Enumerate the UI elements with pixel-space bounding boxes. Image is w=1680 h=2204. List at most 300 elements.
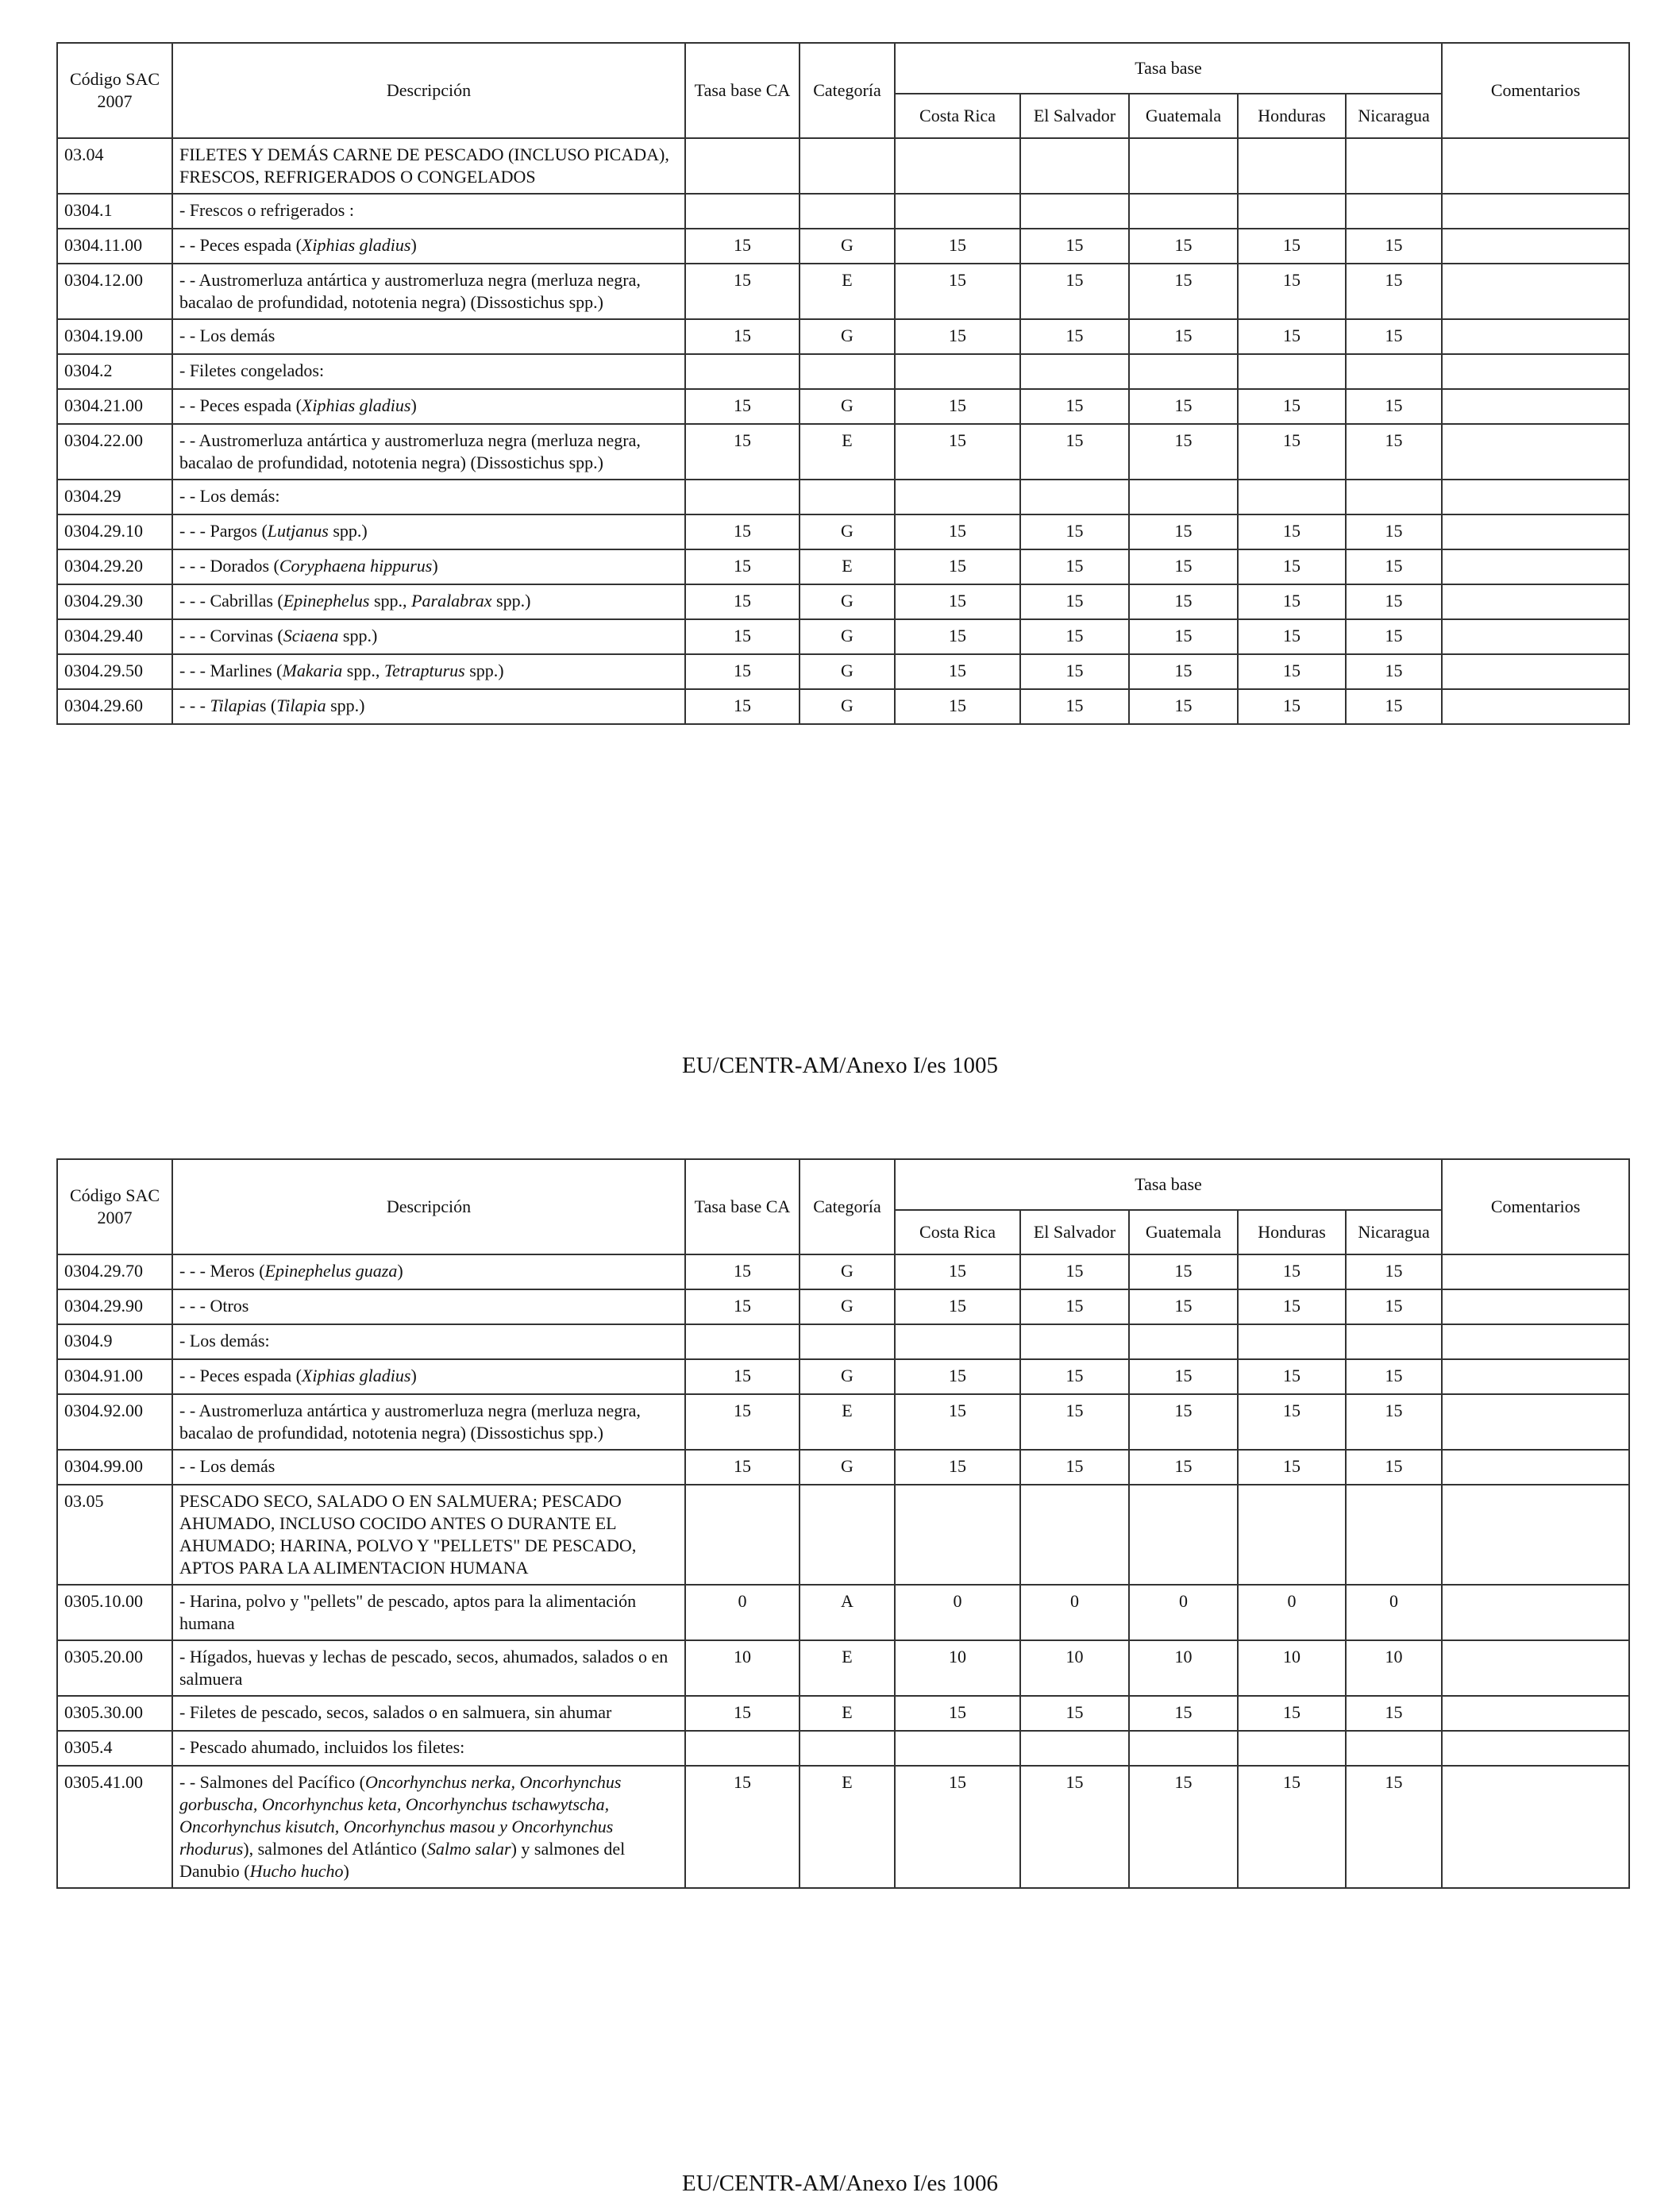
cell-base-rate-ca: 15 [685,264,800,319]
cell-base-rate-ca [685,1324,800,1359]
cell-el-salvador: 15 [1020,1359,1129,1394]
cell-guatemala: 15 [1129,1289,1238,1324]
cell-description: - - - Marlines (Makaria spp., Tetrapturus spp.) [172,654,685,689]
cell-el-salvador: 15 [1020,1450,1129,1485]
cell-honduras [1238,1324,1346,1359]
cell-comments [1442,1696,1629,1731]
cell-comments [1442,1324,1629,1359]
header-el-salvador: El Salvador [1020,94,1129,138]
cell-honduras: 15 [1238,424,1346,480]
header-category: Categoría [800,43,895,138]
cell-costa-rica: 15 [895,389,1020,424]
cell-costa-rica: 15 [895,1289,1020,1324]
table-row [57,1585,1629,1640]
cell-nicaragua: 15 [1346,514,1442,549]
cell-code: 03.04 [57,138,172,194]
cell-comments [1442,264,1629,319]
cell-nicaragua [1346,1485,1442,1585]
cell-base-rate-ca [685,354,800,389]
table-row [57,1766,1629,1888]
cell-code: 0304.29.30 [57,584,172,619]
cell-guatemala [1129,1324,1238,1359]
cell-honduras: 15 [1238,549,1346,584]
cell-description: - - Peces espada (Xiphias gladius) [172,389,685,424]
cell-nicaragua: 15 [1346,654,1442,689]
cell-honduras: 15 [1238,619,1346,654]
table-row [57,584,1629,619]
cell-category: E [800,1394,895,1450]
cell-code: 0304.99.00 [57,1450,172,1485]
cell-el-salvador: 15 [1020,1254,1129,1289]
cell-category: G [800,1359,895,1394]
header-nicaragua: Nicaragua [1346,94,1442,138]
cell-honduras: 15 [1238,514,1346,549]
cell-honduras: 10 [1238,1640,1346,1696]
cell-nicaragua: 10 [1346,1640,1442,1696]
tariff-table-page-2 [56,1158,1630,1889]
cell-code: 0305.10.00 [57,1585,172,1640]
table-row [57,1289,1629,1324]
cell-el-salvador [1020,138,1129,194]
cell-nicaragua [1346,1324,1442,1359]
header-guatemala: Guatemala [1129,94,1238,138]
cell-category: E [800,424,895,480]
cell-code: 0304.12.00 [57,264,172,319]
header-base-rate-ca: Tasa base CA [685,43,800,138]
cell-comments [1442,389,1629,424]
cell-category [800,138,895,194]
cell-base-rate-ca: 15 [685,619,800,654]
cell-category [800,354,895,389]
cell-nicaragua: 15 [1346,1394,1442,1450]
cell-base-rate-ca [685,1731,800,1766]
cell-comments [1442,229,1629,264]
header-base-rate: Tasa base [895,43,1442,94]
header-honduras: Honduras [1238,94,1346,138]
cell-base-rate-ca: 15 [685,689,800,724]
header-category: Categoría [800,1159,895,1254]
cell-base-rate-ca [685,194,800,229]
cell-nicaragua: 15 [1346,389,1442,424]
cell-description: - - - Dorados (Coryphaena hippurus) [172,549,685,584]
cell-category: E [800,1766,895,1888]
cell-code: 0304.29 [57,480,172,514]
cell-comments [1442,354,1629,389]
cell-costa-rica [895,138,1020,194]
cell-comments [1442,424,1629,480]
cell-code: 0304.9 [57,1324,172,1359]
cell-honduras [1238,480,1346,514]
table-row [57,619,1629,654]
cell-guatemala: 15 [1129,1696,1238,1731]
cell-category: G [800,654,895,689]
cell-category [800,194,895,229]
table-row [57,549,1629,584]
cell-honduras: 15 [1238,319,1346,354]
cell-honduras: 15 [1238,584,1346,619]
cell-description: - - Peces espada (Xiphias gladius) [172,229,685,264]
cell-guatemala: 10 [1129,1640,1238,1696]
header-el-salvador: El Salvador [1020,1210,1129,1254]
table-row [57,1731,1629,1766]
table-row [57,424,1629,480]
cell-honduras: 15 [1238,1359,1346,1394]
cell-honduras [1238,1485,1346,1585]
cell-base-rate-ca: 15 [685,584,800,619]
cell-description: FILETES Y DEMÁS CARNE DE PESCADO (INCLUSO PICADA), FRESCOS, REFRIGERADOS O CONGELADOS [172,138,685,194]
cell-nicaragua: 15 [1346,1254,1442,1289]
cell-category: G [800,229,895,264]
cell-el-salvador: 0 [1020,1585,1129,1640]
cell-guatemala: 15 [1129,319,1238,354]
cell-category: G [800,1254,895,1289]
cell-el-salvador: 15 [1020,1766,1129,1888]
cell-nicaragua [1346,1731,1442,1766]
header-base-rate-ca: Tasa base CA [685,1159,800,1254]
cell-description: - - Los demás [172,1450,685,1485]
cell-guatemala: 15 [1129,1450,1238,1485]
cell-costa-rica: 15 [895,689,1020,724]
cell-comments [1442,1485,1629,1585]
cell-category: G [800,584,895,619]
cell-comments [1442,194,1629,229]
cell-description: - - - Meros (Epinephelus guaza) [172,1254,685,1289]
cell-code: 0304.29.10 [57,514,172,549]
cell-el-salvador: 15 [1020,514,1129,549]
cell-el-salvador: 15 [1020,619,1129,654]
header-code: Código SAC 2007 [57,43,172,138]
cell-description: - - - Otros [172,1289,685,1324]
cell-code: 0304.92.00 [57,1394,172,1450]
cell-honduras: 15 [1238,1696,1346,1731]
cell-costa-rica: 15 [895,1359,1020,1394]
cell-code: 0305.20.00 [57,1640,172,1696]
cell-comments [1442,514,1629,549]
tariff-table-page-1 [56,42,1630,725]
cell-code: 03.05 [57,1485,172,1585]
cell-base-rate-ca: 15 [685,229,800,264]
cell-base-rate-ca: 15 [685,654,800,689]
table-row [57,264,1629,319]
cell-comments [1442,619,1629,654]
header-description: Descripción [172,43,685,138]
cell-base-rate-ca [685,1485,800,1585]
cell-base-rate-ca: 15 [685,1450,800,1485]
cell-honduras [1238,138,1346,194]
cell-description: - Frescos o refrigerados : [172,194,685,229]
cell-base-rate-ca [685,138,800,194]
cell-code: 0305.41.00 [57,1766,172,1888]
cell-code: 0304.29.90 [57,1289,172,1324]
cell-base-rate-ca: 15 [685,1394,800,1450]
cell-honduras: 15 [1238,1450,1346,1485]
cell-costa-rica: 15 [895,1450,1020,1485]
cell-costa-rica: 15 [895,1766,1020,1888]
cell-costa-rica: 15 [895,1394,1020,1450]
cell-comments [1442,1585,1629,1640]
cell-nicaragua: 15 [1346,1766,1442,1888]
cell-honduras: 15 [1238,389,1346,424]
page-footer: EU/CENTR-AM/Anexo I/es 1006 [682,2171,998,2196]
cell-guatemala: 0 [1129,1585,1238,1640]
cell-costa-rica [895,1731,1020,1766]
cell-costa-rica [895,354,1020,389]
cell-base-rate-ca: 15 [685,549,800,584]
cell-el-salvador: 15 [1020,584,1129,619]
table-row [57,194,1629,229]
cell-el-salvador [1020,480,1129,514]
cell-nicaragua: 15 [1346,229,1442,264]
header-nicaragua: Nicaragua [1346,1210,1442,1254]
cell-el-salvador: 15 [1020,229,1129,264]
cell-code: 0304.29.70 [57,1254,172,1289]
cell-category: G [800,389,895,424]
table-row [57,1640,1629,1696]
cell-guatemala: 15 [1129,654,1238,689]
cell-el-salvador [1020,1324,1129,1359]
cell-comments [1442,549,1629,584]
cell-description: - - Austromerluza antártica y austromerluza negra (merluza negra, bacalao de profundidad, nototenia negra) (Dissostichus spp.) [172,424,685,480]
cell-category [800,1324,895,1359]
header-costa-rica: Costa Rica [895,94,1020,138]
cell-honduras: 15 [1238,689,1346,724]
cell-costa-rica: 15 [895,424,1020,480]
cell-costa-rica: 15 [895,514,1020,549]
cell-category [800,480,895,514]
cell-comments [1442,654,1629,689]
cell-el-salvador: 15 [1020,389,1129,424]
table-row [57,514,1629,549]
cell-category: G [800,619,895,654]
cell-costa-rica [895,194,1020,229]
cell-description: - Harina, polvo y "pellets" de pescado, aptos para la alimentación humana [172,1585,685,1640]
cell-el-salvador [1020,354,1129,389]
cell-honduras: 0 [1238,1585,1346,1640]
cell-comments [1442,1766,1629,1888]
cell-base-rate-ca: 10 [685,1640,800,1696]
cell-guatemala [1129,480,1238,514]
cell-honduras: 15 [1238,1394,1346,1450]
cell-comments [1442,1289,1629,1324]
cell-guatemala: 15 [1129,514,1238,549]
cell-nicaragua [1346,480,1442,514]
cell-el-salvador: 15 [1020,1394,1129,1450]
cell-nicaragua: 15 [1346,584,1442,619]
table-row [57,229,1629,264]
header-guatemala: Guatemala [1129,1210,1238,1254]
cell-costa-rica: 10 [895,1640,1020,1696]
cell-nicaragua: 15 [1346,264,1442,319]
cell-nicaragua [1346,354,1442,389]
cell-category: E [800,264,895,319]
cell-comments [1442,1359,1629,1394]
table-row [57,138,1629,194]
cell-el-salvador [1020,194,1129,229]
cell-description: - - Salmones del Pacífico (Oncorhynchus nerka, Oncorhynchus gorbuscha, Oncorhynchus keta, Oncorhynchus tschawytscha, Oncorhynchus kisutch, Oncorhynchus masou y Oncorhynchus rhodurus), salmones del Atlántico (Salmo salar) y salmones del Danubio (Hucho hucho) [172,1766,685,1888]
cell-el-salvador: 15 [1020,654,1129,689]
cell-nicaragua: 15 [1346,319,1442,354]
cell-description: - - Los demás: [172,480,685,514]
cell-comments [1442,319,1629,354]
cell-code: 0304.21.00 [57,389,172,424]
cell-honduras: 15 [1238,1254,1346,1289]
cell-honduras: 15 [1238,654,1346,689]
cell-costa-rica [895,480,1020,514]
table-row [57,354,1629,389]
cell-code: 0304.22.00 [57,424,172,480]
cell-description: - - - Tilapias (Tilapia spp.) [172,689,685,724]
table-row [57,1450,1629,1485]
cell-comments [1442,1731,1629,1766]
cell-comments [1442,689,1629,724]
cell-guatemala: 15 [1129,424,1238,480]
cell-costa-rica: 15 [895,1696,1020,1731]
cell-code: 0305.30.00 [57,1696,172,1731]
header-honduras: Honduras [1238,1210,1346,1254]
table-row [57,1359,1629,1394]
table-row [57,1324,1629,1359]
cell-comments [1442,584,1629,619]
cell-description: - - - Pargos (Lutjanus spp.) [172,514,685,549]
cell-description: - Filetes congelados: [172,354,685,389]
header-code: Código SAC 2007 [57,1159,172,1254]
cell-guatemala: 15 [1129,1254,1238,1289]
cell-costa-rica: 15 [895,264,1020,319]
cell-el-salvador: 15 [1020,319,1129,354]
header-comments: Comentarios [1442,1159,1629,1254]
cell-guatemala: 15 [1129,1766,1238,1888]
cell-nicaragua: 15 [1346,1450,1442,1485]
table-row [57,480,1629,514]
cell-el-salvador: 10 [1020,1640,1129,1696]
cell-nicaragua: 15 [1346,424,1442,480]
cell-costa-rica: 15 [895,319,1020,354]
table-row [57,654,1629,689]
cell-el-salvador [1020,1731,1129,1766]
header-description: Descripción [172,1159,685,1254]
cell-costa-rica: 15 [895,1254,1020,1289]
cell-nicaragua: 15 [1346,1359,1442,1394]
cell-nicaragua: 15 [1346,1696,1442,1731]
cell-description: - Hígados, huevas y lechas de pescado, secos, ahumados, salados o en salmuera [172,1640,685,1696]
cell-nicaragua: 15 [1346,619,1442,654]
cell-base-rate-ca: 15 [685,1289,800,1324]
cell-costa-rica [895,1485,1020,1585]
cell-guatemala: 15 [1129,619,1238,654]
cell-base-rate-ca: 15 [685,1254,800,1289]
table-row [57,319,1629,354]
cell-comments [1442,1394,1629,1450]
cell-el-salvador: 15 [1020,264,1129,319]
cell-code: 0304.29.60 [57,689,172,724]
cell-guatemala [1129,1485,1238,1585]
cell-base-rate-ca: 15 [685,1766,800,1888]
cell-nicaragua: 0 [1346,1585,1442,1640]
cell-costa-rica: 0 [895,1585,1020,1640]
cell-el-salvador: 15 [1020,424,1129,480]
cell-guatemala: 15 [1129,389,1238,424]
header-base-rate: Tasa base [895,1159,1442,1210]
cell-guatemala: 15 [1129,1394,1238,1450]
cell-code: 0304.29.50 [57,654,172,689]
cell-category [800,1731,895,1766]
cell-category: G [800,514,895,549]
cell-costa-rica: 15 [895,584,1020,619]
cell-el-salvador: 15 [1020,689,1129,724]
cell-code: 0304.2 [57,354,172,389]
cell-comments [1442,480,1629,514]
table-row [57,1254,1629,1289]
cell-base-rate-ca [685,480,800,514]
cell-code: 0305.4 [57,1731,172,1766]
cell-description: - - - Corvinas (Sciaena spp.) [172,619,685,654]
cell-category: A [800,1585,895,1640]
cell-comments [1442,1640,1629,1696]
cell-description: - Filetes de pescado, secos, salados o en salmuera, sin ahumar [172,1696,685,1731]
cell-guatemala: 15 [1129,264,1238,319]
cell-el-salvador [1020,1485,1129,1585]
cell-nicaragua: 15 [1346,1289,1442,1324]
cell-base-rate-ca: 15 [685,319,800,354]
cell-honduras: 15 [1238,264,1346,319]
cell-guatemala: 15 [1129,1359,1238,1394]
cell-guatemala: 15 [1129,584,1238,619]
table-row [57,1485,1629,1585]
cell-category: G [800,319,895,354]
cell-category: E [800,1640,895,1696]
cell-costa-rica [895,1324,1020,1359]
cell-nicaragua: 15 [1346,689,1442,724]
cell-description: - Pescado ahumado, incluidos los filetes: [172,1731,685,1766]
cell-base-rate-ca: 15 [685,1696,800,1731]
cell-guatemala [1129,354,1238,389]
page-footer: EU/CENTR-AM/Anexo I/es 1005 [682,1053,998,1078]
cell-description: - - Los demás [172,319,685,354]
cell-honduras [1238,1731,1346,1766]
header-comments: Comentarios [1442,43,1629,138]
cell-description: PESCADO SECO, SALADO O EN SALMUERA; PESCADO AHUMADO, INCLUSO COCIDO ANTES O DURANTE EL AHUMADO; HARINA, POLVO Y "PELLETS" DE PESCADO, APTOS PARA LA ALIMENTACION HUMANA [172,1485,685,1585]
cell-costa-rica: 15 [895,229,1020,264]
cell-category: G [800,689,895,724]
cell-guatemala: 15 [1129,229,1238,264]
cell-base-rate-ca: 15 [685,1359,800,1394]
cell-honduras: 15 [1238,1289,1346,1324]
cell-comments [1442,1450,1629,1485]
header-costa-rica: Costa Rica [895,1210,1020,1254]
table-row [57,1394,1629,1450]
cell-category: E [800,549,895,584]
cell-code: 0304.29.20 [57,549,172,584]
cell-code: 0304.19.00 [57,319,172,354]
cell-category: G [800,1289,895,1324]
cell-base-rate-ca: 15 [685,514,800,549]
cell-category: E [800,1696,895,1731]
cell-nicaragua [1346,194,1442,229]
cell-el-salvador: 15 [1020,1696,1129,1731]
cell-guatemala [1129,1731,1238,1766]
cell-honduras: 15 [1238,229,1346,264]
cell-base-rate-ca: 15 [685,389,800,424]
cell-costa-rica: 15 [895,619,1020,654]
table-row [57,689,1629,724]
table-row [57,389,1629,424]
cell-nicaragua [1346,138,1442,194]
cell-code: 0304.11.00 [57,229,172,264]
cell-honduras [1238,354,1346,389]
cell-costa-rica: 15 [895,654,1020,689]
cell-code: 0304.29.40 [57,619,172,654]
cell-category [800,1485,895,1585]
